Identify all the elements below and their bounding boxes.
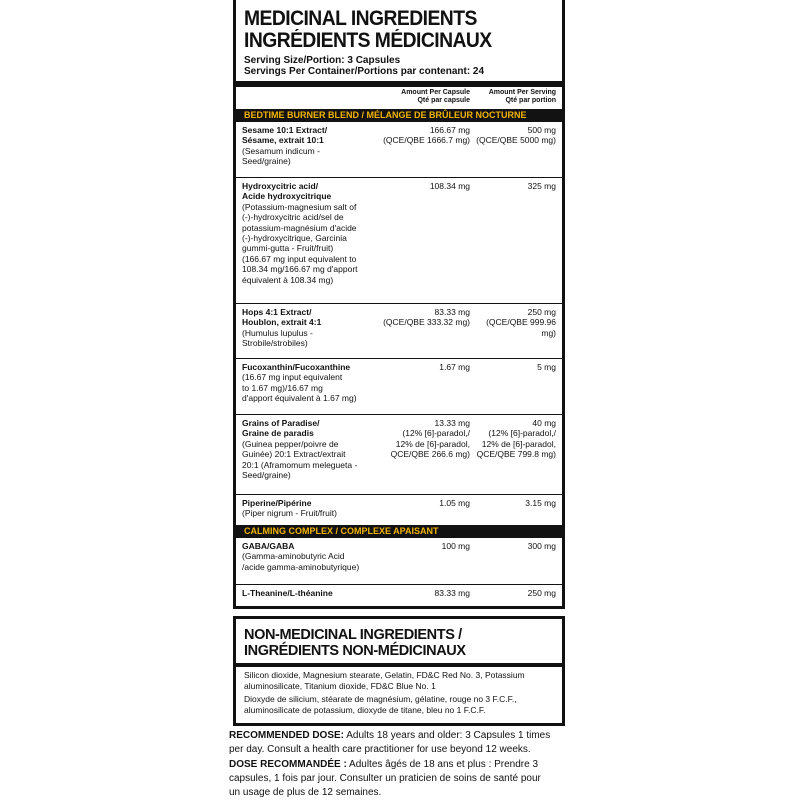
dose-text-en-1: Adults 18 years and older: 3 Capsules 1 times xyxy=(344,730,551,741)
ingredient-list-calming xyxy=(236,538,562,607)
amount-per-capsule: 13.33 mg (12% [6]-paradol,/ 12% de [6]-paradol, QCE/QBE 266.6 mg) xyxy=(390,418,470,460)
ingredient-row xyxy=(236,414,562,494)
ingredient-cell xyxy=(242,362,372,414)
amount-per-serving: 500 mg (QCE/QBE 5000 mg) xyxy=(476,125,556,146)
ingredient-cell xyxy=(242,307,372,358)
non-medicinal-title-fr: INGRÉDIENTS NON-MÉDICINAUX xyxy=(244,643,466,659)
dose-text-en-2: per day. Consult a health care practitioner for use beyond 12 weeks. xyxy=(229,744,531,755)
ingredient-row xyxy=(236,494,562,525)
ingredient-row xyxy=(236,584,562,607)
ingredient-source: (16.67 mg input equivalent to 1.67 mg)/16.67 mg d'apport équivalent à 1.67 mg) xyxy=(242,372,357,404)
medicinal-title-fr: INGRÉDIENTS MÉDICINAUX xyxy=(244,29,492,52)
ingredient-cell xyxy=(242,588,372,607)
recommended-dose-en xyxy=(229,729,574,757)
non-medicinal-title xyxy=(236,619,562,659)
ingredient-source: (Humulus lupulus - Strobile/strobiles) xyxy=(242,327,313,349)
amount-per-serving: 250 mg xyxy=(527,588,556,598)
recommended-dose-fr xyxy=(229,758,574,800)
ingredient-name: Sesame 10:1 Extract/ Sésame, extrait 10:1 xyxy=(242,125,328,146)
non-medicinal-text-en: Silicon dioxide, Magnesium stearate, Gelatin, FD&C Red No. 3, Potassium aluminosilicate, Titanium dioxide, FD&C Blue No. 1 xyxy=(244,670,525,691)
amount-per-serving: 300 mg xyxy=(527,541,556,551)
column-header-serving: Amount Per Serving Qté par portion xyxy=(488,89,556,104)
amount-per-capsule: 83.33 mg (QCE/QBE 333.32 mg) xyxy=(383,307,470,328)
ingredient-cell xyxy=(242,498,372,525)
ingredient-row xyxy=(236,303,562,358)
amount-per-serving: 250 mg (QCE/QBE 999.96 mg) xyxy=(486,307,556,338)
dose-text-fr-3: un usage de plus de 12 semaines. xyxy=(229,787,382,798)
dose-label-en: RECOMMENDED DOSE: xyxy=(229,730,345,741)
dose-label-fr: DOSE RECOMMANDÉE : xyxy=(229,759,347,770)
column-header-capsule: Amount Per Capsule Qté par capsule xyxy=(401,89,470,104)
amount-per-capsule: 166.67 mg (QCE/QBE 1666.7 mg) xyxy=(383,125,470,146)
blend-header-bedtime: BEDTIME BURNER BLEND / MÉLANGE DE BRÛLEUR NOCTURNE xyxy=(236,109,562,122)
amount-per-capsule: 100 mg xyxy=(441,541,470,551)
serving-size: Serving Size/Portion: 3 Capsules xyxy=(244,55,401,66)
ingredient-cell xyxy=(242,181,372,303)
amount-per-serving: 5 mg xyxy=(537,362,556,372)
amount-per-serving: 40 mg (12% [6]-paradol,/ 12% de [6]-paradol, QCE/QBE 799.8 mg) xyxy=(476,418,556,460)
ingredient-cell xyxy=(242,418,372,494)
non-medicinal-title-en: NON-MEDICINAL INGREDIENTS / xyxy=(244,627,462,643)
medicinal-title-en: MEDICINAL INGREDIENTS xyxy=(244,7,477,30)
ingredient-source: (Gamma-aminobutyric Acid /acide gamma-aminobutyrique) xyxy=(242,551,360,572)
servings-per-container: Servings Per Container/Portions par contenant: 24 xyxy=(244,66,485,77)
ingredient-row xyxy=(236,358,562,414)
column-headers xyxy=(236,87,562,109)
ingredient-list-bedtime xyxy=(236,122,562,525)
dose-text-fr-1: Adultes âgés de 18 ans et plus : Prendre 3 xyxy=(346,759,539,770)
ingredient-name: Grains of Paradise/ Graine de paradis xyxy=(242,418,320,439)
ingredient-source: (Piper nigrum - Fruit/fruit) xyxy=(242,508,337,519)
amount-per-capsule: 83.33 mg xyxy=(434,588,470,598)
medicinal-ingredients-panel xyxy=(233,0,565,609)
ingredient-row xyxy=(236,538,562,584)
ingredient-name: Hops 4:1 Extract/ Houblon, extrait 4:1 xyxy=(242,307,322,328)
medicinal-title xyxy=(236,0,562,77)
ingredient-source: (Potassium-magnesium salt of (-)-hydroxycitric acid/sel de potassium-magnésium d'acide (-)-hydroxycitrique, Garcinia gummi-gutta - Fruit/fruit) (166.67 mg input equivalent to 108.34 mg/166.67 mg d'apport équivalent à 108.34 mg) xyxy=(242,201,358,285)
amount-per-serving: 3.15 mg xyxy=(525,498,556,508)
dose-text-fr-2: capsules, 1 fois par jour. Consulter un praticien de soins de santé pour xyxy=(229,773,541,784)
ingredient-source: (Sesamum indicum - Seed/graine) xyxy=(242,145,320,167)
amount-per-serving: 325 mg xyxy=(527,181,556,191)
ingredient-name: L-Theanine/L-théanine xyxy=(242,588,333,598)
amount-per-capsule: 1.05 mg xyxy=(439,498,470,508)
non-medicinal-text-fr: Dioxyde de silicium, stéarate de magnésium, gélatine, rouge no 3 F.C.F., aluminosilicate de potassium, dioxyde de titane, bleu no 1 F.C.F. xyxy=(244,694,517,715)
ingredient-name: Fucoxanthin/Fucoxanthine xyxy=(242,362,351,372)
ingredient-source: (Guinea pepper/poivre de Guinée) 20:1 Extract/extrait 20:1 (Aframomum melegueta - Seed/graine) xyxy=(242,438,358,481)
ingredient-name: Piperine/Pipérine xyxy=(242,498,312,508)
ingredient-row xyxy=(236,122,562,177)
non-medicinal-ingredients-panel xyxy=(233,616,565,726)
amount-per-capsule: 108.34 mg xyxy=(429,181,470,191)
ingredient-name: GABA/GABA xyxy=(242,541,295,551)
non-medicinal-text xyxy=(236,667,562,716)
blend-header-calming: CALMING COMPLEX / COMPLEXE APAISANT xyxy=(236,525,562,538)
ingredient-cell xyxy=(242,125,372,177)
ingredient-row xyxy=(236,177,562,303)
ingredient-cell xyxy=(242,541,372,584)
ingredient-name: Hydroxycitric acid/ Acide hydroxycitrique xyxy=(242,181,332,202)
amount-per-capsule: 1.67 mg xyxy=(439,362,470,372)
